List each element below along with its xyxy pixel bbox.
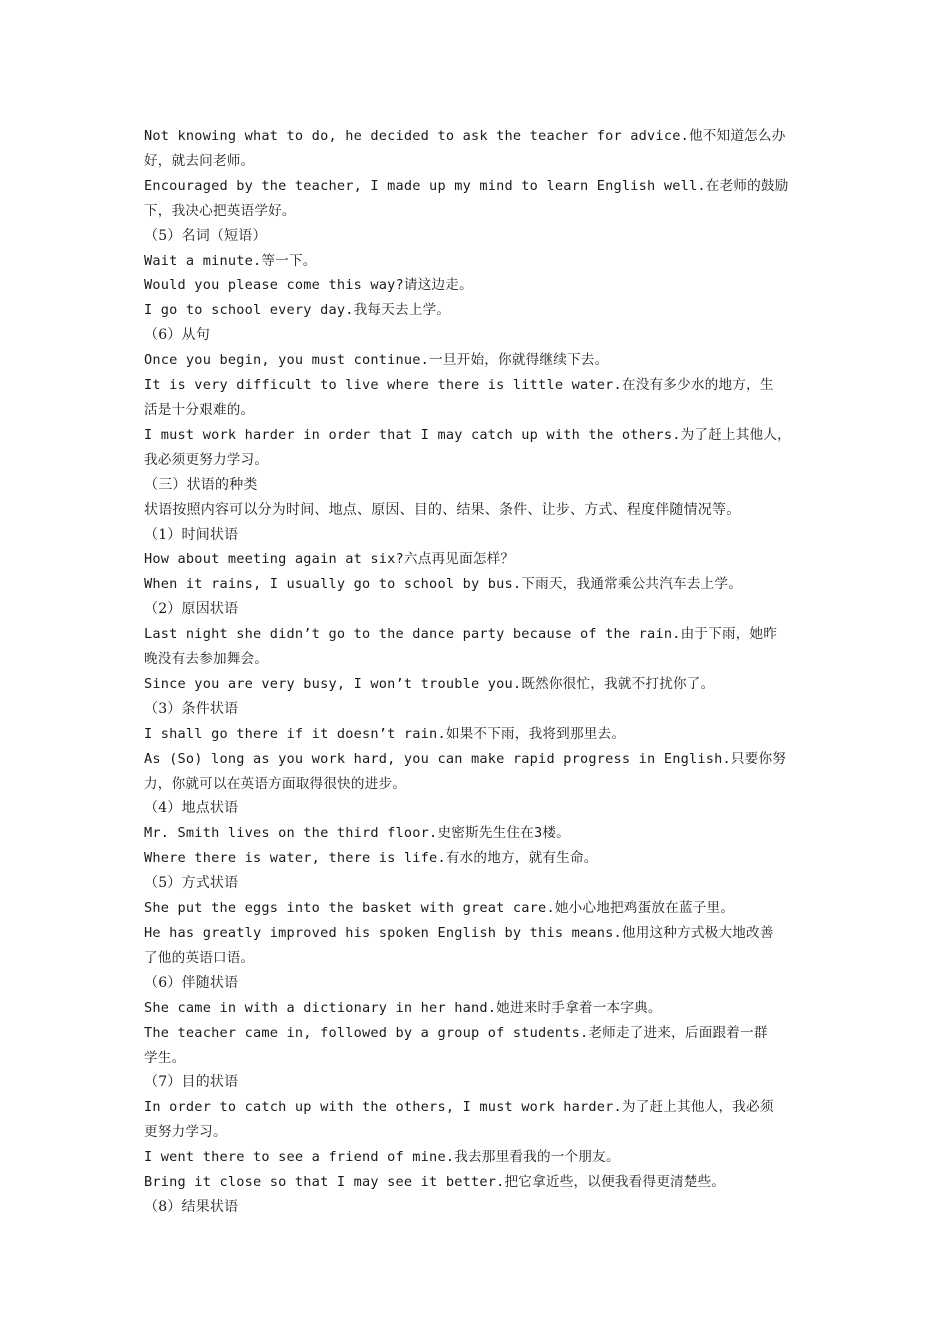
- example-sentence-line: I went there to see a friend of mine.我去那里看我的一个朋友。: [144, 1149, 620, 1166]
- section-heading: （4）地点状语: [144, 800, 239, 817]
- example-sentence-line: 了他的英语口语。: [144, 949, 255, 966]
- example-sentence-line: Mr. Smith lives on the third floor.史密斯先生住在3楼。: [144, 825, 570, 842]
- example-sentence-line: In order to catch up with the others, I must work harder.为了赶上其他人，我必须: [144, 1099, 774, 1116]
- example-sentence-line: Once you begin, you must continue.一旦开始，你就得继续下去。: [144, 352, 609, 369]
- example-sentence-line: 好，就去问老师。: [144, 152, 255, 169]
- section-heading: （5）名词（短语）: [144, 227, 267, 244]
- example-sentence-line: Last night she didn’t go to the dance party because of the rain.由于下雨，她昨: [144, 626, 778, 643]
- example-sentence-line: I shall go there if it doesn’t rain.如果不下雨，我将到那里去。: [144, 725, 626, 742]
- section-heading: （8）结果状语: [144, 1198, 239, 1215]
- section-heading: （5）方式状语: [144, 875, 239, 892]
- example-sentence-line: She came in with a dictionary in her hand.她进来时手拿着一本字典。: [144, 999, 662, 1016]
- example-sentence-line: Wait a minute.等一下。: [144, 252, 317, 269]
- example-sentence-line: He has greatly improved his spoken English by this means.他用这种方式极大地改善: [144, 925, 774, 941]
- example-sentence-line: 学生。: [144, 1049, 186, 1066]
- section-heading: （2）原因状语: [144, 601, 239, 618]
- example-sentence-line: She put the eggs into the basket with great care.她小心地把鸡蛋放在蓝子里。: [144, 900, 735, 917]
- section-heading: （三）状语的种类: [144, 476, 258, 493]
- example-sentence-line: 力，你就可以在英语方面取得很快的进步。: [144, 775, 407, 792]
- example-sentence-line: 更努力学习。: [144, 1124, 227, 1141]
- example-sentence-line: Bring it close so that I may see it better.把它拿近些，以便我看得更清楚些。: [144, 1174, 726, 1191]
- example-sentence-line: Since you are very busy, I won’t trouble you.既然你很忙，我就不打扰你了。: [144, 675, 715, 692]
- example-sentence-line: Where there is water, there is life.有水的地方，就有生命。: [144, 850, 598, 867]
- section-heading: （6）伴随状语: [144, 974, 239, 991]
- section-heading: （3）条件状语: [144, 700, 239, 717]
- example-sentence-line: How about meeting again at six?六点再见面怎样？: [144, 551, 515, 568]
- example-sentence-line: Not knowing what to do, he decided to ask the teacher for advice.他不知道怎么办: [144, 128, 786, 144]
- example-sentence-line: 下，我决心把英语学好。: [144, 202, 296, 219]
- example-sentence-line: 我必须更努力学习。: [144, 451, 269, 468]
- example-sentence-line: When it rains, I usually go to school by bus.下雨天，我通常乘公共汽车去上学。: [144, 576, 742, 593]
- example-sentence-line: 活是十分艰难的。: [144, 401, 255, 418]
- example-sentence-line: Encouraged by the teacher, I made up my mind to learn English well.在老师的鼓励: [144, 177, 789, 194]
- example-sentence-line: 晚没有去参加舞会。: [144, 651, 269, 668]
- example-sentence-line: Would you please come this way?请这边走。: [144, 277, 473, 294]
- example-sentence-line: As (So) long as you work hard, you can make rapid progress in English.只要你努: [144, 750, 787, 767]
- section-heading: （1）时间状语: [144, 526, 239, 543]
- section-heading: 状语按照内容可以分为时间、地点、原因、目的、结果、条件、让步、方式、程度伴随情况等。: [144, 501, 741, 518]
- document-body: [144, 124, 812, 1220]
- section-heading: （7）目的状语: [144, 1074, 239, 1091]
- example-sentence-line: I must work harder in order that I may catch up with the others.为了赶上其他人，: [144, 426, 791, 443]
- example-sentence-line: The teacher came in, followed by a group of students.老师走了进来，后面跟着一群: [144, 1024, 768, 1041]
- example-sentence-line: I go to school every day.我每天去上学。: [144, 302, 451, 319]
- example-sentence-line: It is very difficult to live where there is little water.在没有多少水的地方，生: [144, 377, 774, 394]
- section-heading: （6）从句: [144, 327, 210, 344]
